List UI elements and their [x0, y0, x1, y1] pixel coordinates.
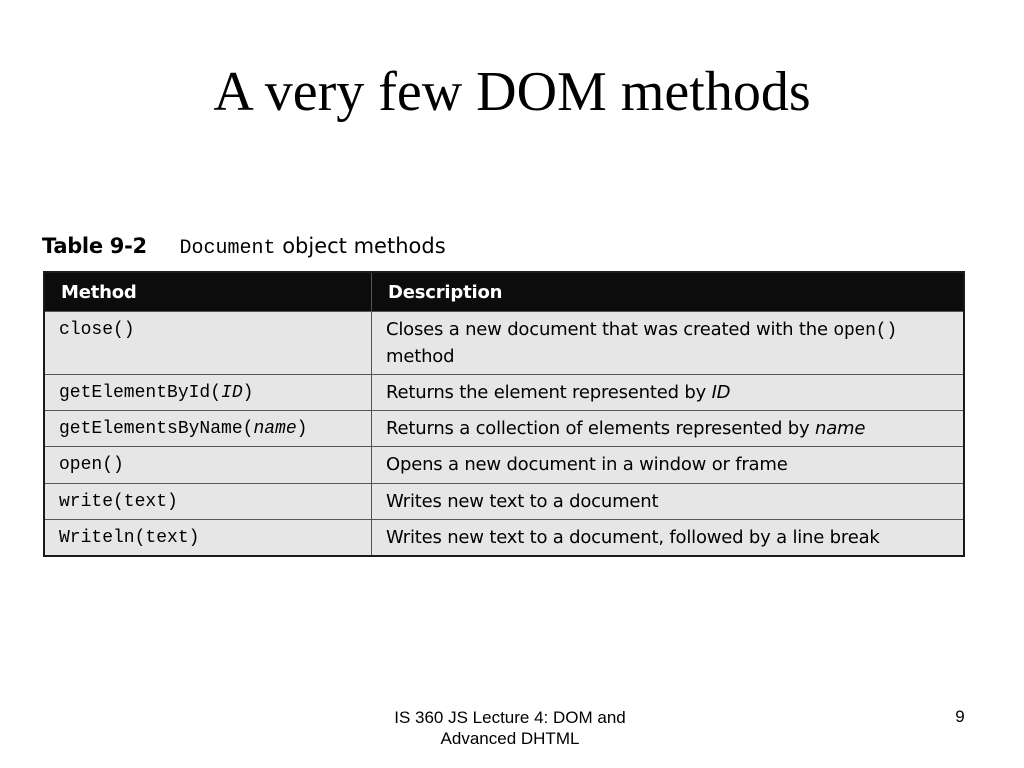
description-text: Returns a collection of elements represented by: [386, 418, 815, 440]
table-caption: [42, 234, 446, 260]
description-cell: [372, 447, 965, 483]
table-row: [44, 411, 964, 447]
method-text: Writeln(text): [59, 527, 200, 548]
table-body: [44, 312, 964, 556]
table-caption-code: Document: [179, 237, 276, 260]
method-text: write(text): [59, 491, 178, 512]
table-row: [44, 483, 964, 519]
description-cell: [372, 411, 965, 447]
slide-title: A very few DOM methods: [213, 61, 811, 123]
description-text: open(): [833, 320, 897, 341]
description-text: Opens a new document in a window or frame: [386, 454, 788, 476]
table-row: [44, 375, 964, 411]
description-cell: [372, 312, 965, 375]
method-cell: [44, 483, 372, 519]
method-cell: [44, 411, 372, 447]
header-description: Description: [372, 272, 965, 312]
table-row: [44, 312, 964, 375]
description-text: ID: [711, 382, 731, 403]
description-text: Writes new text to a document, followed by a line break: [386, 526, 880, 548]
method-text: close(): [59, 320, 135, 340]
method-text: name: [253, 419, 297, 440]
page-number: 9: [955, 707, 965, 726]
method-text: ): [242, 383, 254, 403]
method-text: getElementById(: [59, 383, 222, 403]
description-text: name: [814, 418, 866, 440]
table-header-row: [44, 272, 964, 312]
method-text: ): [296, 419, 308, 440]
description-cell: [372, 375, 965, 411]
method-cell: [44, 375, 372, 411]
method-text: getElementsByName(: [59, 419, 254, 440]
methods-table: [43, 271, 965, 557]
description-cell: [372, 519, 965, 556]
method-text: ID: [221, 383, 243, 403]
header-method: Method: [44, 272, 372, 312]
method-cell: [44, 447, 372, 483]
method-cell: [44, 519, 372, 556]
description-text: Closes a new document that was created with the: [386, 318, 834, 340]
description-text: method: [386, 346, 455, 367]
method-text: open(): [59, 455, 124, 476]
method-cell: [44, 312, 372, 375]
slide-footer: IS 360 JS Lecture 4: DOM and Advanced DHTML: [394, 708, 626, 749]
description-text: Writes new text to a document: [386, 490, 659, 512]
description-text: Returns the element represented by: [386, 382, 712, 403]
table-caption-text: object methods: [282, 234, 446, 258]
table-row: [44, 519, 964, 556]
table-row: [44, 447, 964, 483]
description-cell: [372, 483, 965, 519]
table-caption-label: Table 9-2: [42, 234, 147, 258]
